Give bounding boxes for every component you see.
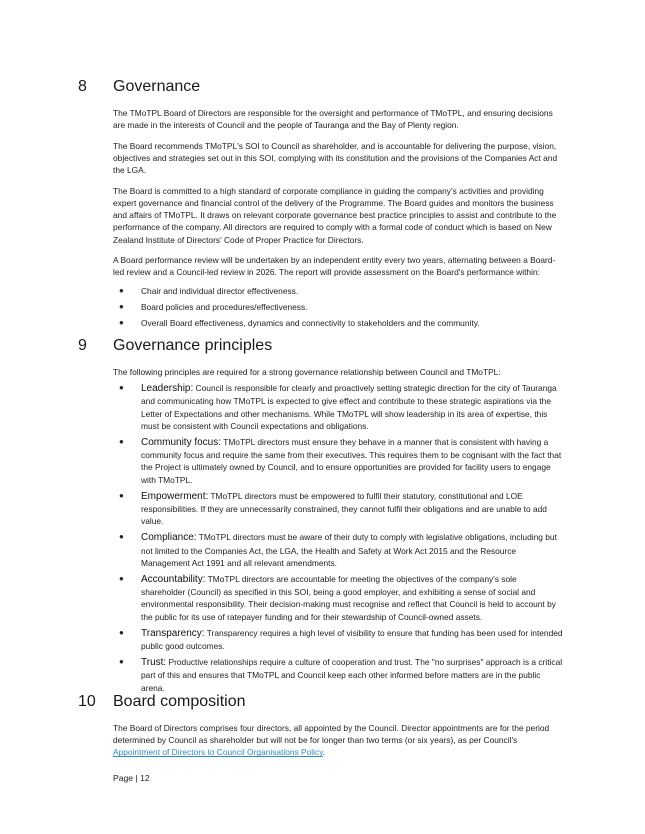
principle-item bbox=[119, 531, 563, 569]
bullet-icon: ● bbox=[119, 627, 124, 637]
section-governance bbox=[0, 77, 645, 335]
section-number: 10 bbox=[78, 693, 96, 710]
bullet-icon: ● bbox=[119, 318, 124, 328]
principle-term: Empowerment: bbox=[141, 490, 209, 502]
principle-text: TMoTPL directors must ensure they behave in a manner that is consistent with having a community focus and require the same from their executives. This requires them to be cognisant with the fact that the Project is ultimately owned by Council, and to ensure opportunities are provided for facility users to engage with TMoTPL. bbox=[141, 437, 562, 485]
section-heading bbox=[0, 692, 645, 714]
paragraph: The TMoTPL Board of Directors are responsible for the oversight and performance of TMoTPL, and ensuring decisions are made in the interests of Council and the people of Tauranga and the Bay of Plenty region. bbox=[113, 108, 553, 131]
section-title: Governance bbox=[113, 78, 201, 95]
principle-text: Transparency requires a high level of visibility to ensure that funding has been used for intended public good outcomes. bbox=[141, 627, 563, 652]
principle-term: Accountability: bbox=[141, 574, 206, 586]
bullet-list bbox=[0, 285, 645, 330]
list-item bbox=[119, 301, 563, 313]
principle-text: Productive relationships require a culture of cooperation and trust. The "no surprises" approach is a critical part of this and ensures that TMoTPL and Council keep each other informed before matters are in the public arena. bbox=[141, 657, 563, 693]
principle-text: TMoTPL directors must be aware of their duty to comply with legislative obligations, including but not limited to the Companies Act, the LGA, the Health and Safety at Work Act 2015 and the Resource Management Act 1991 and all relevant amendments. bbox=[141, 532, 557, 568]
list-item-text: Chair and individual director effectiveness. bbox=[141, 285, 299, 296]
list-item bbox=[119, 317, 563, 329]
paragraph bbox=[113, 722, 563, 759]
principle-text: Council is responsible for clearly and proactively setting strategic direction for the city of Tauranga and communicating how TMoTPL is expected to give effect and contribute to these strategic aspirations via the Letter of Expectations and other mechanisms. While TMoTPL will show leadership in its area of expertise, this must be consistent with Council expectations and obligations. bbox=[141, 383, 557, 431]
principle-item bbox=[119, 573, 563, 623]
list-item-text: Board policies and procedures/effectiveness. bbox=[141, 301, 308, 312]
bullet-icon: ● bbox=[119, 574, 124, 584]
bullet-icon: ● bbox=[119, 285, 124, 295]
section-governance-principles bbox=[0, 336, 645, 700]
bullet-icon: ● bbox=[119, 437, 124, 447]
principle-item bbox=[119, 627, 563, 652]
principle-term: Community focus: bbox=[141, 437, 222, 449]
paragraph-text: The Board of Directors comprises four directors, all appointed by the Council. Director appointments are for the period determined by Council as shareholder but will not be for longer than two terms (or six years), as per Council's bbox=[113, 723, 550, 746]
section-number: 9 bbox=[78, 337, 87, 354]
principle-term: Leadership: bbox=[141, 383, 194, 395]
policy-link[interactable]: Appointment of Directors to Council Organisations Policy bbox=[113, 747, 323, 758]
principle-term: Transparency: bbox=[141, 627, 205, 639]
page-number: Page | 12 bbox=[113, 773, 150, 783]
paragraph: The Board recommends TMoTPL's SOI to Council as shareholder, and is accountable for delivering the purpose, vision, objectives and strategies set out in this SOI, complying with its constitution and the provisions of the Companies Act and the LGA. bbox=[113, 140, 558, 176]
principle-text: TMoTPL directors must be empowered to fulfil their statutory, constitutional and LOE responsibilities. If they are unnecessarily constrained, they cannot fulfil their obligations and are unable to add value. bbox=[141, 490, 547, 527]
section-board-composition bbox=[0, 692, 645, 765]
section-number: 8 bbox=[78, 78, 87, 95]
principle-term: Compliance: bbox=[141, 532, 197, 544]
paragraph-text-end: . bbox=[322, 747, 326, 758]
section-title: Board composition bbox=[113, 693, 246, 710]
paragraph: The following principles are required for a strong governance relationship between Council and TMoTPL: bbox=[113, 367, 501, 377]
list-item-text: Overall Board effectiveness, dynamics and connectivity to stakeholders and the community. bbox=[141, 318, 480, 329]
bullet-icon: ● bbox=[119, 301, 124, 311]
section-heading bbox=[0, 77, 645, 99]
section-heading bbox=[0, 336, 645, 358]
principle-item bbox=[119, 490, 563, 528]
bullet-icon: ● bbox=[119, 657, 124, 667]
bullet-icon: ● bbox=[119, 383, 124, 393]
principles-list bbox=[0, 382, 645, 694]
list-item bbox=[119, 285, 563, 297]
paragraph: A Board performance review will be undertaken by an independent entity every two years, alternating between a Board-led review and a Council-led review in 2026. The report will provide assessment on the Board's performance within: bbox=[113, 255, 556, 278]
section-title: Governance principles bbox=[113, 337, 273, 354]
bullet-icon: ● bbox=[119, 490, 124, 500]
principle-text: TMoTPL directors are accountable for meeting the objectives of the company's sole shareholder (Council) as specified in this SOI, being a good employer, and exhibiting a sense of social and environmental responsibility. Their decision-making must recognise and reflect that Council is held to account by the public for its use of ratepayer funding and for their stewardship of Council-owned assets. bbox=[141, 574, 556, 622]
principle-item bbox=[119, 436, 563, 486]
bullet-icon: ● bbox=[119, 532, 124, 542]
principle-term: Trust: bbox=[141, 657, 167, 669]
principle-item bbox=[119, 656, 563, 694]
paragraph: The Board is committed to a high standard of corporate compliance in guiding the company's activities and providing expert governance and financial control of the delivery of the Programme. The Board guides and monitors the business and affairs of TMoTPL. It draws on relevant corporate governance best practice principles to assist and contribute to the performance of the company. All directors are required to comply with a formal code of conduct which is based on New Zealand Institute of Directors' Code of Proper Practice for Directors. bbox=[113, 185, 557, 245]
principle-item bbox=[119, 382, 563, 432]
